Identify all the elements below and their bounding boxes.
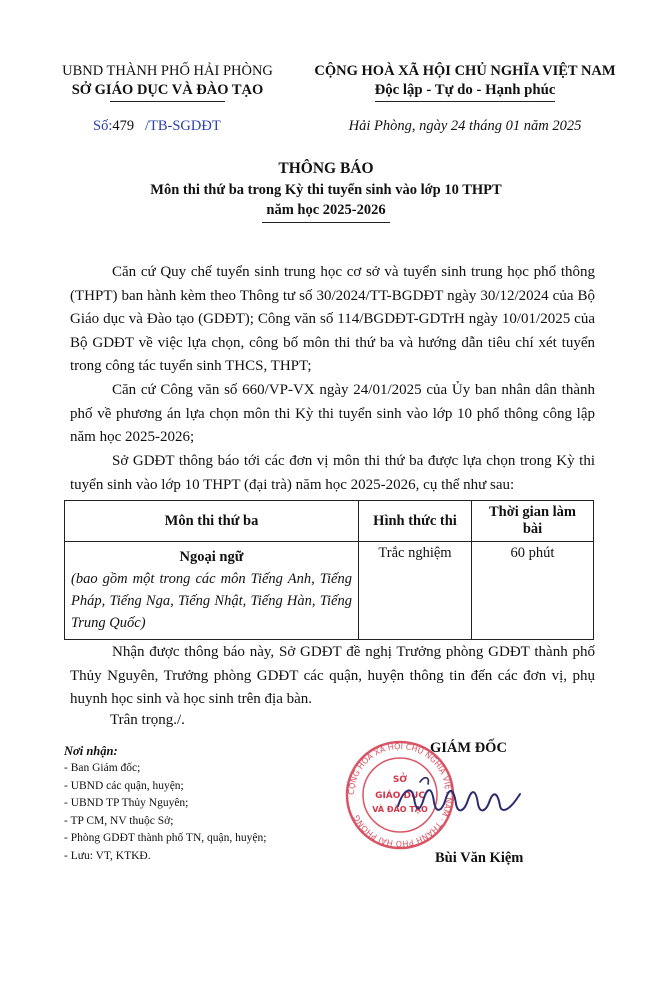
recipient-item: - Lưu: VT, KTKĐ. [64,849,151,862]
seal-center-line3: VÀ ĐÀO TẠO [372,805,428,814]
table-header-subject: Môn thi thứ ba [65,501,359,542]
doc-number-prefix: Số: [93,118,113,134]
recipients-title: Nơi nhận: [64,744,118,758]
nation-header [300,62,630,100]
subject-detail: (bao gồm một trong các môn Tiếng Anh, Tiếng Pháp, Tiếng Nga, Tiếng Nhật, Tiếng Hàn, Tiếng Trung Quốc) [71,571,352,631]
table-header-row [65,501,594,542]
body-paragraph-4: Nhận được thông báo này, Sở GDĐT đề nghị Trưởng phòng GDĐT thành phố Thủy Nguyên, Trưởng phòng GDĐT các quận, huyện thông tin đến các đơn vị, phụ huynh học sinh và học sinh trên địa bàn. [70,644,595,707]
doc-subtitle-line2: năm học 2025-2026 [266,202,386,218]
recipients-list [64,760,266,865]
recipient-item: - Ban Giám đốc; [64,762,141,774]
body-paragraph-1: Căn cứ Quy chế tuyển sinh trung học cơ sở và tuyển sinh trung học phổ thông (THPT) ban hành kèm theo Thông tư số 30/2024/TT-BGDĐT ngày 30/12/2024 của Bộ Giáo dục và Đào tạo (GDĐT); Công văn số 114/BGDĐT-GDTrH ngày 10/01/2025 của Bộ GDĐT về việc lựa chọn, công bố môn thi thứ ba và hướng dẫn tiêu chí xét tuyển trong công tác tuyển sinh THCS, THPT; [70,264,595,374]
table-cell-format: Trắc nghiệm [359,542,472,640]
agency-header [40,62,295,100]
doc-number-value: 479 [112,118,135,134]
agency-line1: UBND THÀNH PHỐ HẢI PHÒNG [62,63,273,79]
table-cell-duration: 60 phút [472,542,594,640]
table-header-format: Hình thức thi [359,501,472,542]
doc-title: THÔNG BÁO [278,160,374,177]
nation-line2: Độc lập - Tự do - Hạnh phúc [374,82,556,98]
recipient-item: - Phòng GDĐT thành phố TN, quận, huyện; [64,832,267,844]
exam-subject-table [64,500,594,640]
seal-center-line1: SỞ [392,775,408,785]
table-row [65,542,594,640]
body-paragraph-2: Căn cứ Công văn số 660/VP-VX ngày 24/01/2025 của Ủy ban nhân dân thành phố về phương án lựa chọn môn thi Kỳ thi tuyển sinh vào lớp 10 phổ thông công lập năm học 2025-2026; [70,382,595,445]
table-cell-subject [65,542,359,640]
doc-subtitle-line1: Môn thi thứ ba trong Kỳ thi tuyển sinh vào lớp 10 THPT [150,182,502,198]
handwritten-signature [390,768,530,828]
title-underline [262,222,390,223]
agency-line2: SỞ GIÁO DỤC VÀ ĐÀO TẠO [71,82,264,98]
document-number [93,118,221,135]
subject-name: Ngoại ngữ [179,549,244,565]
agency-underline [110,101,225,102]
place-date: Hải Phòng, ngày 24 tháng 01 năm 2025 [348,118,582,134]
signer-title: GIÁM ĐỐC [430,740,507,756]
recipient-item: - UBND các quận, huyện; [64,779,184,792]
closing-line: Trân trọng./. [110,712,185,728]
seal-ring-text: CỘNG HOÀ XÃ HỘI CHỦ NGHĨA VIỆT NAM · THÀNH PHỐ HẢI PHÒNG [346,741,454,849]
body-paragraph-3: Sở GDĐT thông báo tới các đơn vị môn thi thứ ba được lựa chọn trong Kỳ thi tuyển sinh vào lớp 10 THPT (đại trà) năm học 2025-2026, cụ thể như sau: [70,453,595,493]
signer-name: Bùi Văn Kiệm [435,850,524,866]
recipient-item: - TP CM, NV thuộc Sở; [64,814,174,827]
doc-number-suffix: /TB-SGDĐT [144,118,221,134]
nation-underline [375,101,555,102]
table-header-duration: Thời gian làm bài [472,501,594,542]
seal-center-line2: GIÁO DỤC [375,791,425,801]
nation-line1: CỘNG HOÀ XÃ HỘI CHỦ NGHĨA VIỆT NAM [314,63,616,79]
recipient-item: - UBND TP Thủy Nguyên; [64,797,189,809]
